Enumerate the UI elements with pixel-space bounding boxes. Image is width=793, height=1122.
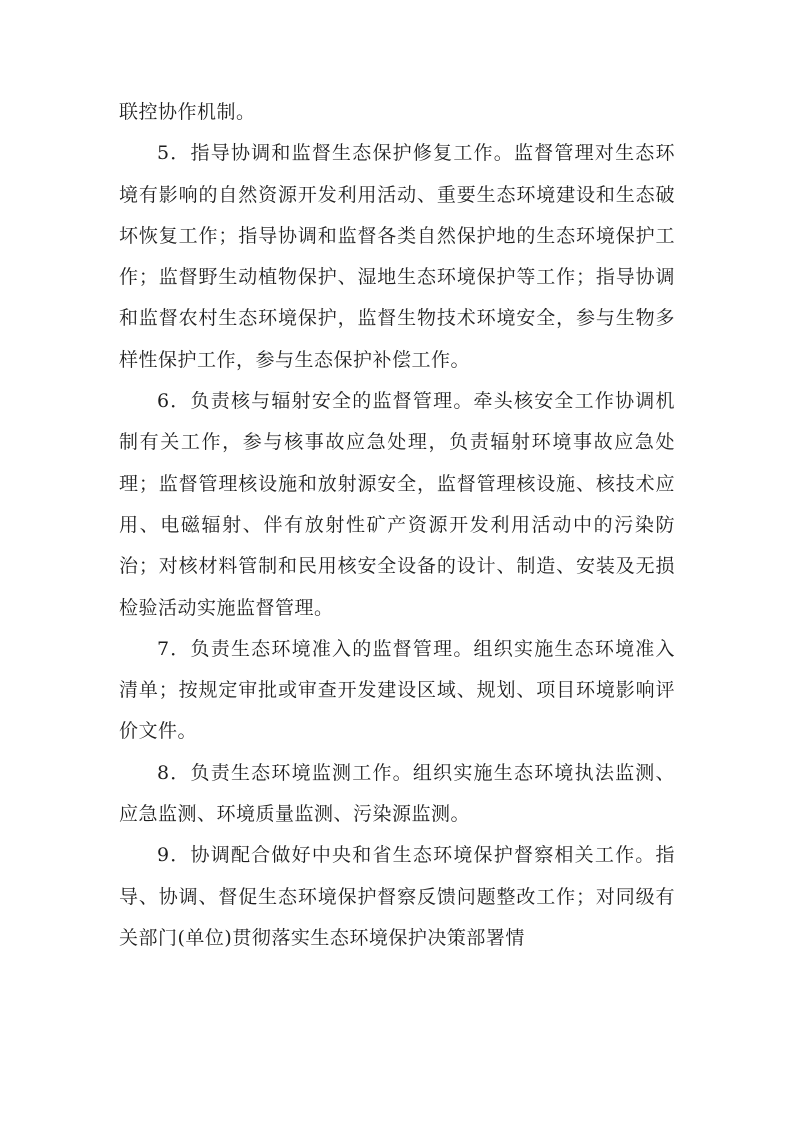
paragraph-item-7: 7．负责生态环境准入的监督管理。组织实施生态环境准入清单；按规定审批或审查开发建设区域、规划、项目环境影响评价文件。: [119, 637, 675, 743]
document-body: [119, 92, 675, 959]
paragraph-item-9: 9．协调配合做好中央和省生态环境保护督察相关工作。指导、协调、督促生态环境保护督察反馈问题整改工作；对同级有关部门(单位)贯彻落实生态环境保护决策部署情: [119, 844, 675, 949]
paragraph-continuation: 联控协作机制。: [119, 101, 256, 123]
paragraph-item-5: 5．指导协调和监督生态保护修复工作。监督管理对生态环境有影响的自然资源开发利用活动、重要生态环境建设和生态破坏恢复工作；指导协调和监督各类自然保护地的生态环境保护工作；监督野生动植物保护、湿地生态环境保护等工作；指导协调和监督农村生态环境保护，监督生物技术环境安全，参与生物多样性保护工作，参与生态保护补偿工作。: [119, 142, 675, 371]
paragraph-item-8: 8．负责生态环境监测工作。组织实施生态环境执法监测、应急监测、环境质量监测、污染源监测。: [119, 761, 675, 826]
paragraph-item-6: 6．负责核与辐射安全的监督管理。牵头核安全工作协调机制有关工作，参与核事故应急处理，负责辐射环境事故应急处理；监督管理核设施和放射源安全，监督管理核设施、核技术应用、电磁辐射、伴有放射性矿产资源开发利用活动中的污染防治；对核材料管制和民用核安全设备的设计、制造、安装及无损检验活动实施监督管理。: [119, 390, 675, 619]
